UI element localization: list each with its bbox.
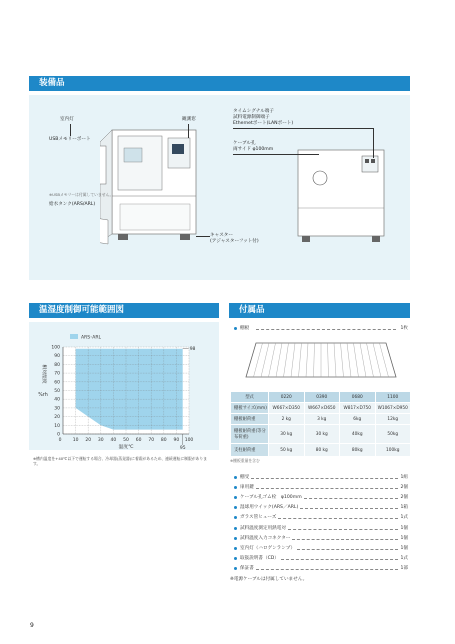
- table-row-header: 棚板サイズ(mm): [231, 403, 269, 414]
- table-cell: 3 kg: [304, 414, 340, 425]
- accessory-item-name: ガラス管ヒューズ: [240, 515, 277, 521]
- chart-legend-swatch: [70, 334, 78, 339]
- shelf-wire: [261, 343, 269, 377]
- chart-legend-label: ARS･ARL: [81, 335, 102, 341]
- table-cell: 80 kg: [304, 444, 340, 457]
- label-casters: キャスター: [210, 233, 233, 238]
- label-adjuster-foot: (アジャスターフット付): [210, 239, 259, 244]
- accessory-item-qty: 1式: [400, 515, 408, 521]
- accessory-item-qty: 2個: [400, 485, 408, 491]
- table-cell: W667×D650: [304, 403, 340, 414]
- chart-annotation-98: 98: [189, 347, 196, 353]
- chart-x-tick-label: 10: [72, 438, 79, 443]
- section-header-accessories: [229, 303, 410, 318]
- accessory-item: [234, 535, 408, 545]
- table-cell: W817×D750: [340, 403, 376, 414]
- bullet-icon: [234, 567, 237, 570]
- chart-area-ars-arl: [76, 349, 183, 430]
- chart-y-tick-label: 90: [54, 354, 60, 360]
- accessory-item: [234, 494, 408, 504]
- chart-y-label: 相対湿度: [41, 364, 46, 384]
- chart-x-label: 温度℃: [118, 445, 134, 450]
- accessory-item-qty: 2個: [400, 495, 408, 501]
- table-row: [231, 425, 411, 444]
- shelf-wire: [360, 343, 366, 377]
- table-row: [231, 403, 411, 414]
- chart-y-tick-label: 10: [54, 423, 60, 429]
- label-observation-window: 観測窓: [182, 117, 196, 122]
- label-usb-note: ※USBメモリーは付属していません。: [49, 192, 114, 197]
- accessory-item-name: 棚受: [240, 475, 250, 480]
- accessory-shelf-qty: 1枚: [400, 326, 408, 331]
- bullet-icon: [234, 327, 237, 330]
- accessory-item-name: 保証書: [240, 565, 254, 571]
- bullet-icon: [234, 547, 237, 550]
- chart-y-tick-label: 30: [54, 406, 60, 412]
- chart-x-tick-label: 80: [160, 438, 167, 443]
- shelf-spec-table: [230, 391, 411, 457]
- accessory-item-qty: 1個: [400, 535, 408, 541]
- table-cell: 40kg: [340, 425, 376, 444]
- accessory-item: [234, 565, 408, 575]
- accessory-item-qty: 1組: [400, 475, 408, 480]
- table-row-header: 支柱耐荷重: [231, 444, 269, 457]
- label-cable-hole-size: 両サイド φ100mm: [233, 147, 274, 152]
- chart-annotation-95: 95: [179, 446, 186, 450]
- table-cell: 50 kg: [269, 444, 305, 457]
- accessory-item: [234, 514, 408, 524]
- accessories-note: ※電源ケーブルは付属していません。: [230, 577, 308, 582]
- label-cable-hole: ケーブル孔: [233, 141, 256, 146]
- accessory-item: [234, 474, 408, 484]
- accessory-item-name: ケーブル孔ゴム栓 φ100mm: [240, 495, 302, 501]
- table-cell: 30 kg: [304, 425, 340, 444]
- table-header-cell: 0390: [304, 392, 340, 403]
- accessory-item: [234, 545, 408, 555]
- range-note: ※槽内温度を+40℃以下で運転する場合、冷却器(蒸発器)に着霜があるため、連続運転に制限があります。: [33, 456, 207, 467]
- bullet-icon: [234, 557, 237, 560]
- chart-y-tick-label: 50: [54, 389, 60, 394]
- chart-x-tick-label: 90: [173, 438, 180, 443]
- chart-x-tick-label: 40: [110, 438, 117, 443]
- table-header-cell: 0680: [340, 392, 376, 403]
- table-row-header: 棚板耐荷重: [231, 414, 269, 425]
- accessory-item: [234, 504, 408, 514]
- accessory-item-name: 試料温度測定用熱電対: [240, 525, 286, 531]
- accessory-shelf: [234, 325, 408, 335]
- shelf-wire: [276, 343, 282, 377]
- range-title: 温湿度制御可能範囲図: [39, 305, 125, 315]
- table-header-cell: 型式: [231, 392, 269, 403]
- bullet-icon: [234, 486, 237, 489]
- table-note: ※棚板重量を含む: [230, 458, 260, 463]
- accessories-title: 付属品: [239, 305, 265, 315]
- bullet-icon: [234, 506, 237, 509]
- shelf-wire: [373, 343, 381, 377]
- accessory-item-name: 試料温度入力コネクター: [240, 535, 291, 541]
- chart-x-tick-label: 0: [58, 438, 62, 443]
- table-cell: 12kg: [375, 414, 411, 425]
- accessory-item-name: 湿球用ウイック(ARS／ARL): [240, 505, 299, 511]
- table-cell: 100kg: [375, 444, 411, 457]
- table-row: [231, 414, 411, 425]
- chart-x-tick-label: 70: [148, 438, 155, 443]
- shelf-wire: [306, 343, 308, 377]
- label-ethernet: Ethernetポート(LANポート): [233, 121, 294, 126]
- shelf-wire: [341, 343, 344, 377]
- shelf-wire: [334, 343, 336, 377]
- equipment-title: 装備品: [39, 78, 65, 88]
- shelf-wire: [354, 343, 359, 377]
- table-cell: 6kg: [340, 414, 376, 425]
- chart-y-tick-label: 80: [54, 362, 60, 368]
- table-cell: 50kg: [375, 425, 411, 444]
- chart-y-label-unit: %rh: [38, 393, 48, 398]
- bullet-icon: [234, 476, 237, 479]
- humidity-range-chart: [29, 322, 219, 450]
- table-header-row: [231, 392, 411, 403]
- shelf-wire: [299, 343, 302, 377]
- bullet-icon: [234, 496, 237, 499]
- chart-x-tick-label: 60: [135, 438, 142, 443]
- accessory-item-name: 室内灯（ハロゲンランプ）: [240, 545, 296, 551]
- chamber-side-illustration: [292, 146, 390, 246]
- table-cell: W1067×D950: [375, 403, 411, 414]
- accessory-item-qty: 1個: [400, 545, 408, 551]
- accessory-item-name: 扉用鍵: [240, 485, 254, 491]
- accessory-item-qty: 1箱: [400, 505, 408, 511]
- section-header-range: [29, 303, 219, 318]
- chart-x-tick-label: 20: [85, 438, 92, 443]
- chart-x-tick-label: 100: [184, 438, 194, 443]
- chart-y-tick-label: 0: [57, 432, 60, 438]
- table-cell: 80kg: [340, 444, 376, 457]
- bullet-icon: [234, 537, 237, 540]
- chart-y-tick-label: 20: [54, 415, 60, 421]
- chart-y-tick-label: 100: [51, 345, 60, 351]
- accessory-item: [234, 484, 408, 494]
- label-water-tank: 給水タンク(ARS/ARL): [49, 202, 96, 207]
- accessory-shelf-name: 棚板: [240, 326, 250, 331]
- accessory-item-name: 取扱説明書（CD）: [240, 555, 279, 561]
- accessory-item-qty: 1個: [400, 525, 408, 531]
- accessory-item: [234, 525, 408, 535]
- chart-y-tick-label: 60: [54, 380, 60, 386]
- shelf-wire: [347, 343, 351, 377]
- page-number: 9: [30, 622, 34, 629]
- shelf-wire: [284, 343, 289, 377]
- shelf-wire: [314, 343, 315, 377]
- table-row: [231, 444, 411, 457]
- chart-x-tick-label: 50: [123, 438, 129, 443]
- accessory-item: [234, 555, 408, 565]
- shelf-wire: [291, 343, 295, 377]
- table-header-cell: 1100: [375, 392, 411, 403]
- shelf-wire: [328, 343, 329, 377]
- label-sample-power: 試料電源制御端子: [233, 115, 270, 120]
- bullet-icon: [234, 527, 237, 530]
- table-header-cell: 0220: [269, 392, 305, 403]
- section-header-equipment: [29, 76, 410, 91]
- table-row-header: 棚板耐荷重(等分布荷重): [231, 425, 269, 444]
- label-usb-port: USBメモリーポート: [49, 137, 91, 142]
- table-cell: 2 kg: [269, 414, 305, 425]
- chart-x-tick-label: 30: [97, 438, 104, 443]
- accessory-item-qty: 1式: [400, 555, 408, 561]
- label-interior-light: 室内灯: [60, 117, 74, 122]
- chamber-front-illustration: [100, 124, 205, 254]
- table-cell: 30 kg: [269, 425, 305, 444]
- bullet-icon: [234, 516, 237, 519]
- table-cell: W667×D350: [269, 403, 305, 414]
- label-time-signal: タイムシグナル端子: [233, 109, 274, 114]
- shelf-illustration: [236, 337, 406, 387]
- chart-y-tick-label: 70: [54, 371, 60, 377]
- accessory-item-qty: 1部: [400, 565, 408, 571]
- shelf-wire: [367, 343, 374, 377]
- shelf-wire: [269, 343, 276, 377]
- chart-y-tick-label: 40: [54, 397, 60, 403]
